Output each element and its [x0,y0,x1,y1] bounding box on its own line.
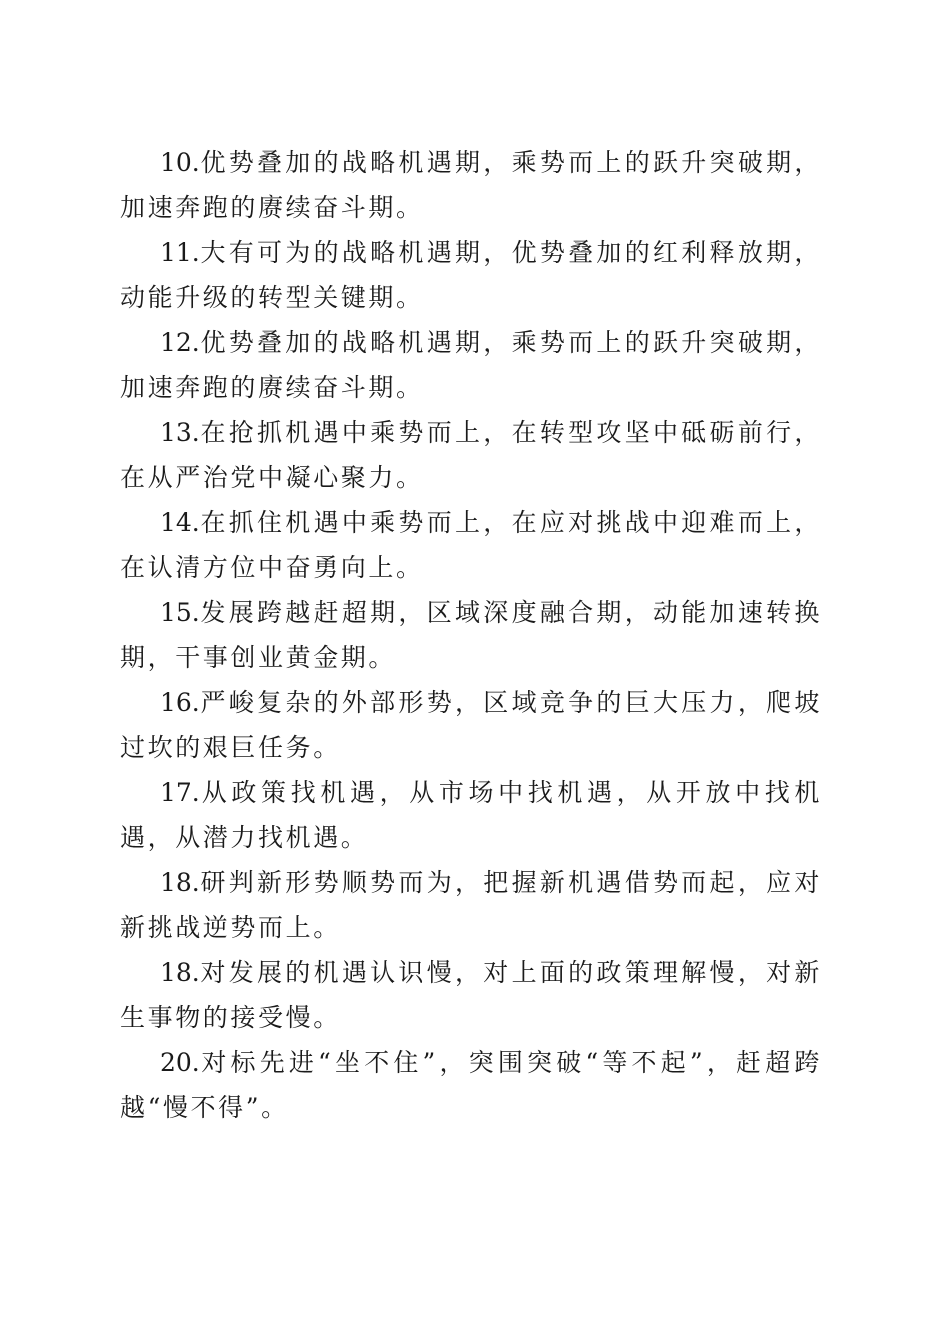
list-item [120,950,822,1040]
list-item [120,590,822,680]
list-item [120,1040,822,1130]
item-text: 优势叠加的战略机遇期，乘势而上的跃升突破期，加速奔跑的赓续奋斗期。 [120,328,822,402]
item-text: 在抓住机遇中乘势而上，在应对挑战中迎难而上，在认清方位中奋勇向上。 [120,508,822,582]
list-item [120,770,822,860]
item-text: 严峻复杂的外部形势，区域竞争的巨大压力，爬坡过坎的艰巨任务。 [120,688,822,762]
list-item [120,230,822,320]
list-item [120,500,822,590]
item-number: 13. [160,418,200,447]
document-body [120,140,822,1130]
item-number: 16. [160,688,200,717]
list-item [120,680,822,770]
item-text: 对标先进“坐不住”，突围突破“等不起”，赶超跨越“慢不得”。 [120,1048,822,1122]
item-number: 17. [160,778,200,807]
item-text: 从政策找机遇，从市场中找机遇，从开放中找机遇，从潜力找机遇。 [120,778,822,852]
item-text: 大有可为的战略机遇期，优势叠加的红利释放期，动能升级的转型关键期。 [120,238,822,312]
item-number: 18. [160,868,200,897]
item-text: 优势叠加的战略机遇期，乘势而上的跃升突破期，加速奔跑的赓续奋斗期。 [120,148,822,222]
list-item [120,410,822,500]
list-item [120,140,822,230]
list-item [120,860,822,950]
item-text: 研判新形势顺势而为，把握新机遇借势而起，应对新挑战逆势而上。 [120,868,822,942]
item-text: 发展跨越赶超期，区域深度融合期，动能加速转换期，干事创业黄金期。 [120,598,822,672]
list-item [120,320,822,410]
item-number: 14. [160,508,200,537]
item-text: 在抢抓机遇中乘势而上，在转型攻坚中砥砺前行，在从严治党中凝心聚力。 [120,418,822,492]
item-text: 对发展的机遇认识慢，对上面的政策理解慢，对新生事物的接受慢。 [120,958,822,1032]
item-number: 18. [160,958,200,987]
item-number: 12. [160,328,200,357]
item-number: 15. [160,598,200,627]
item-number: 11. [160,238,200,267]
item-number: 10. [160,148,200,177]
item-number: 20. [160,1048,200,1077]
